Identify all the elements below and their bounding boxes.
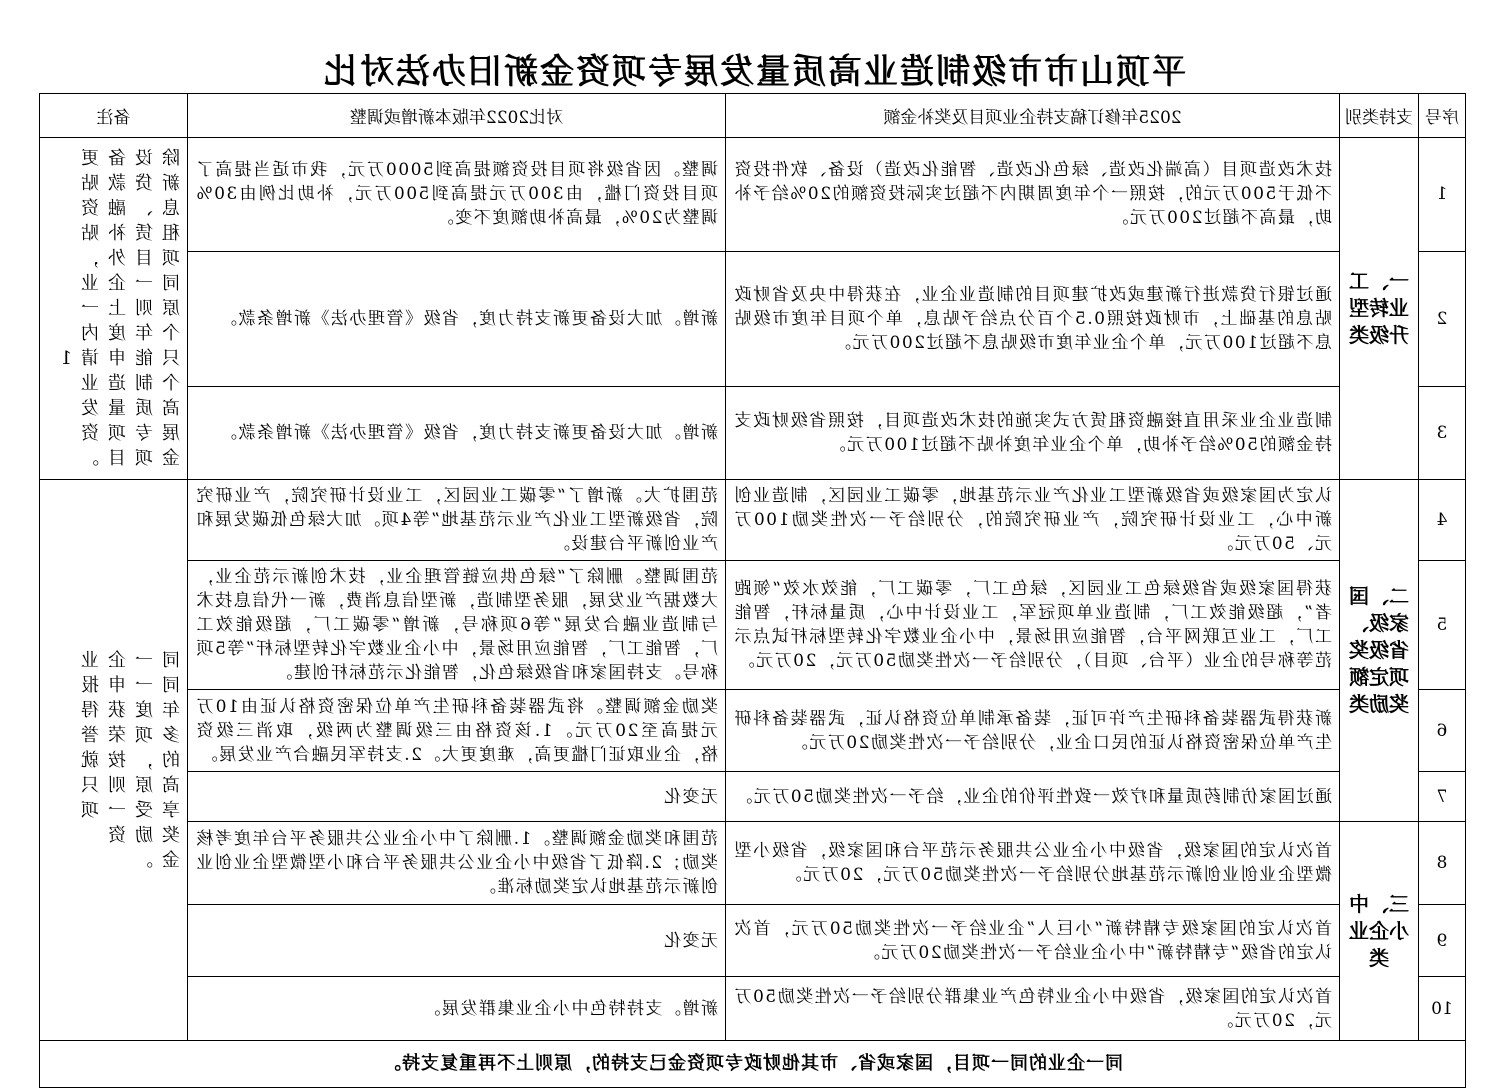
header-seq: 序号 <box>1419 94 1466 138</box>
remark-group-1: 除设备更新贷款贴息、融资租赁补贴项目外，同一企业原则上一个年度内只能申请1个制造业高质量发展专项资金项目。 <box>40 138 188 480</box>
comparison-table <box>39 93 1466 1088</box>
category-awards: 二、国家级、省级奖项定额奖励类 <box>1340 480 1419 822</box>
row-amount: 新获得武器装备科研生产许可证，装备承制单位资格认证，武器装备科研生产单位保密资格认证的民口企业，分别给予一次性奖励20万元。 <box>726 690 1340 772</box>
row-change: 范围扩大。新增了“零碳工业园区，工业设计研究院，产业研究院，省级新型工业化产业示范基地”等4项。加大绿色低碳发展和产业创新平台建设。 <box>188 480 726 561</box>
row-change: 无变化 <box>188 772 726 822</box>
table-row <box>40 822 1466 905</box>
header-amount: 2025年修订稿支持企业项目及奖补金额 <box>726 94 1340 138</box>
row-amount: 首次认定的国家级，省级中小企业特色产业集群分别给予一次性奖励50万元，20万元。 <box>726 977 1340 1041</box>
row-seq: 7 <box>1419 772 1466 822</box>
row-seq: 4 <box>1419 480 1466 561</box>
row-amount: 技术改造项目（高端化改造、绿色化改造、智能化改造）设备、软件投资不低于500万元的，按照一个年度周期内不超过实际投资额的20%给予补助，最高不超过200万元。 <box>726 138 1340 252</box>
row-amount: 首次认定的国家级，省级中小企业公共服务示范平台和国家级，省级小型微型企业创业创新示范基地分别给予一次性奖励50万元，20万元。 <box>726 822 1340 905</box>
row-change: 范围调整。删除了“绿色供应链管理企业，技术创新示范企业，大数据产业发展，服务型制造，新型信息消费，新一代信息技术与制造业融合发展”等6项称号，新增“零碳工厂，超级能效工厂，智能工厂，智能应用场景，中小企业数字化转型标杆”等5项称号。支持国家和省级绿色化，智能化示范标杆创建。 <box>188 561 726 690</box>
table-row <box>40 977 1466 1041</box>
category-sme: 三、中小企业类 <box>1340 822 1419 1041</box>
row-change: 调整。因省级将项目投资额提高到5000万元，我市适当提高了项目投资门槛，由300万元提高到500万元，补助比例由30%调整为20%，最高补助额度不变。 <box>188 138 726 252</box>
row-change: 新增。加大设备更新支持力度，省级《管理办法》新增条款。 <box>188 386 726 479</box>
row-change: 奖励金额调整。将武器装备科研生产单位保密资格认证由10万元提高至20万元。1.该资格由三级调整为两级，取消三级资格，企业取证门槛更高，难度更大。2.支持军民融合产业发展。 <box>188 690 726 772</box>
header-category: 支持类别 <box>1340 94 1419 138</box>
table-row <box>40 480 1466 561</box>
row-seq: 3 <box>1419 386 1466 479</box>
document-title: 平顶山市市级制造业高质量发展专项资金新旧办法对比 <box>322 52 1186 92</box>
row-amount: 通过国家仿制药质量和疗效一致性评价的企业，给予一次性奖励50万元。 <box>726 772 1340 822</box>
table-header-row <box>40 94 1466 138</box>
row-amount: 首次认定的国家级专精特新“小巨人”企业给予一次性奖励50万元，首次认定的省级“专精特新”中小企业给予一次性奖励20万元。 <box>726 905 1340 977</box>
row-seq: 8 <box>1419 822 1466 905</box>
row-seq: 1 <box>1419 138 1466 252</box>
row-change: 新增。支持特色中小企业集群发展。 <box>188 977 726 1041</box>
footer-note: 同一企业的同一项目，国家或省、市其他财政专项资金已支持的，原则上不再重复支持。 <box>40 1041 1466 1088</box>
remark-group-2: 同一企业同一申报年度获得多项荣誉的，按就高原则只享受一项奖励资金。 <box>40 480 188 1041</box>
table-row <box>40 690 1466 772</box>
row-amount: 认定为国家级或省级新型工业化产业示范基地，零碳工业园区，制造业创新中心，工业设计研究院，产业研究院的，分别给予一次性奖励100万元、50万元。 <box>726 480 1340 561</box>
row-amount: 通过银行贷款进行新建或改扩建项目的制造业企业，在获得中央及省财政贴息的基础上，市财政按照0.5个百分点给予贴息，单个项目年度市级贴息不超过100万元，单个企业年度市级贴息不超过200万元。 <box>726 251 1340 386</box>
row-seq: 5 <box>1419 561 1466 690</box>
row-amount: 获得国家级或省级绿色工业园区，绿色工厂，零碳工厂，能效水效“领跑者”，超级能效工厂，制造业单项冠军，工业设计中心，质量标杆，智能工厂，工业互联网平台，智能应用场景，中小企业数字化转型标杆试点示范等称号的企业（平台、项目），分别给予一次性奖励50万元，20万元。 <box>726 561 1340 690</box>
header-change: 对比2022年版本新增或调整 <box>188 94 726 138</box>
row-change: 新增。加大设备更新支持力度，省级《管理办法》新增条款。 <box>188 251 726 386</box>
row-seq: 6 <box>1419 690 1466 772</box>
table-row <box>40 905 1466 977</box>
row-change: 范围和奖励金额调整。1.删除了中小企业公共服务平台年度考核奖励；2.降低了省级中小企业公共服务平台和小型微型企业创业创新示范基地认定奖励标准。 <box>188 822 726 905</box>
table-row <box>40 772 1466 822</box>
table-row <box>40 561 1466 690</box>
row-seq: 2 <box>1419 251 1466 386</box>
category-industrial: 一、工业转型升级类 <box>1340 138 1419 480</box>
row-change: 无变化 <box>188 905 726 977</box>
row-seq: 9 <box>1419 905 1466 977</box>
table-row <box>40 138 1466 252</box>
table-footer-row <box>40 1041 1466 1088</box>
header-remark: 备注 <box>40 94 188 138</box>
row-seq: 10 <box>1419 977 1466 1041</box>
table-row <box>40 251 1466 386</box>
table-row <box>40 386 1466 479</box>
row-amount: 制造业企业采用直接融资租赁方式实施的技术改造项目，按照省级财政支持金额的50%给予补助，单个企业年度补贴不超过100万元。 <box>726 386 1340 479</box>
